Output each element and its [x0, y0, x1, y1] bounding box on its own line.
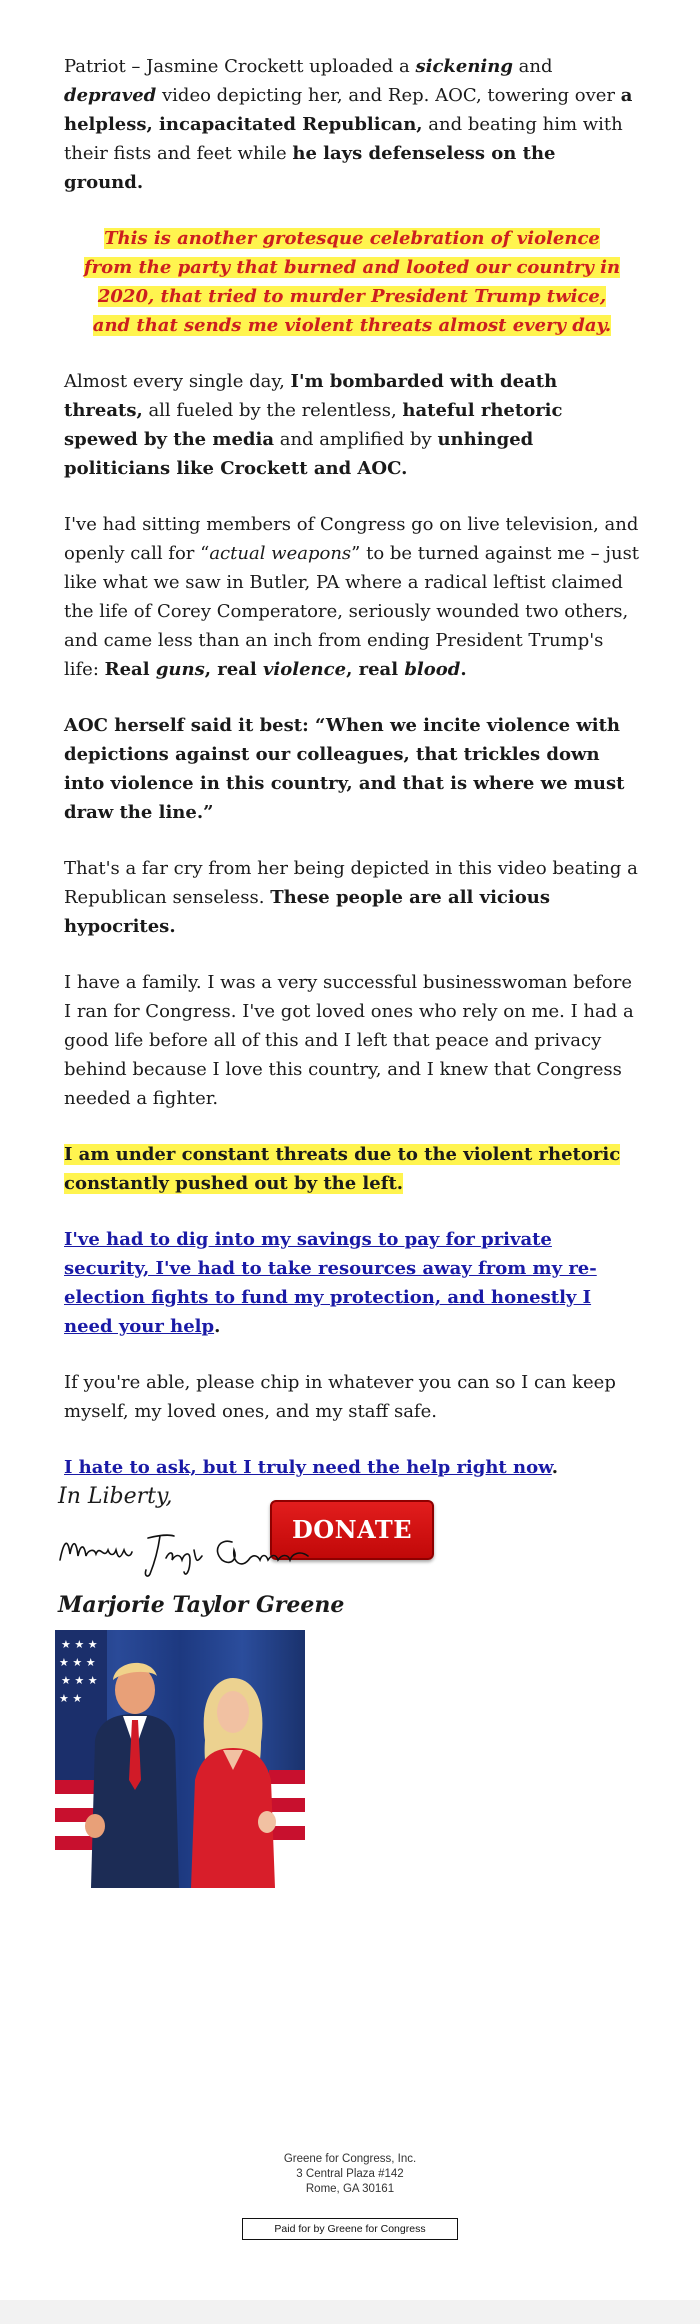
bold-text: , real	[346, 659, 405, 680]
emphasis-violence: violence	[262, 659, 347, 680]
text: and	[512, 56, 553, 77]
bold-text: a helpless, incapacitated Republican,	[64, 85, 633, 135]
svg-text:★ ★ ★: ★ ★ ★	[59, 1656, 96, 1669]
text: and amplified by	[274, 429, 438, 450]
callout-quote	[64, 224, 640, 340]
text: I've had sitting members of Congress go on live television, and openly call for “	[64, 514, 639, 564]
svg-text:★ ★: ★ ★	[59, 1692, 83, 1705]
photo-trump-and-greene	[55, 1630, 305, 1888]
callout-text: This is another grotesque celebration of violence from the party that burned and looted our country in 2020, that tried to murder President Trump twice, and that sends me violent threats almost every day.	[83, 228, 621, 336]
footer-city: Rome, GA 30161	[305, 2183, 395, 2195]
text: .	[551, 1457, 559, 1478]
svg-text:★ ★ ★: ★ ★ ★	[61, 1674, 98, 1687]
paid-for-disclaimer: Paid for by Greene for Congress	[242, 2218, 458, 2240]
paragraph-1	[64, 52, 640, 197]
footer-street: 3 Central Plaza #142	[296, 2168, 404, 2180]
paragraph-5	[64, 854, 640, 941]
footer-org: Greene for Congress, Inc.	[283, 2153, 417, 2165]
aoc-quote: AOC herself said it best: “When we incite violence with depictions against our colleagues, that trickles down into violence in this country, and that is where we must draw the line.”	[64, 715, 625, 823]
handwritten-signature	[56, 1520, 316, 1584]
text: That's a far cry from her being depicted in this video beating a Republican senseless.	[64, 858, 638, 908]
paragraph-6: I have a family. I was a very successful businesswoman before I ran for Congress. I've got loved ones who rely on me. I had a good life before all of this and I left that peace and privacy behind because I love this country, and I knew that Congress needed a fighter.	[64, 972, 634, 1109]
bottom-bar	[0, 2300, 700, 2324]
text: ” to be turned against me – just like what we saw in Butler, PA where a radical leftist claimed the life of Corey Comperatore, seriously wounded two others, and came less than an inch from ending President Trump's life:	[64, 543, 640, 680]
bold-text: I'm bombarded with death threats,	[64, 371, 558, 421]
text: Patriot – Jasmine Crockett uploaded a	[64, 56, 416, 77]
bold-text: Real	[104, 659, 156, 680]
highlighted-text: I am under constant threats due to the violent rhetoric constantly pushed out by the left.	[64, 1144, 621, 1194]
letter-body	[64, 52, 640, 1560]
emphasis-depraved: depraved	[64, 85, 157, 106]
bold-text: These people are all vicious hypocrites.	[64, 887, 550, 937]
paragraph-7	[64, 1140, 640, 1198]
text: .	[214, 1316, 221, 1337]
paragraph-3	[64, 510, 640, 684]
bold-text: .	[460, 659, 467, 680]
emphasis-guns: guns	[155, 659, 205, 680]
paragraph-8	[64, 1225, 640, 1341]
signer-name: Marjorie Taylor Greene	[58, 1592, 345, 1618]
text: and beating him with their fists and feet while	[64, 114, 623, 164]
sign-off: In Liberty,	[58, 1484, 173, 1509]
paragraph-2	[64, 367, 640, 483]
paragraph-4	[64, 711, 640, 827]
bold-text: , real	[204, 659, 263, 680]
donate-link-help[interactable]: I hate to ask, but I truly need the help right now	[64, 1457, 552, 1478]
text: all fueled by the relentless,	[142, 400, 403, 421]
paragraph-10	[64, 1453, 640, 1482]
donate-button[interactable]: DONATE	[270, 1500, 434, 1560]
text: Almost every single day,	[64, 371, 291, 392]
svg-text:★ ★ ★: ★ ★ ★	[61, 1638, 98, 1651]
italic-text: actual weapons	[209, 543, 352, 564]
paragraph-9: If you're able, please chip in whatever you can so I can keep myself, my loved ones, and my staff safe.	[64, 1372, 616, 1422]
footer-address	[0, 2152, 700, 2197]
donate-link-security[interactable]: I've had to dig into my savings to pay for private security, I've had to take resources away from my re-election fights to fund my protection, and honestly I need your help	[64, 1229, 597, 1337]
bold-text: he lays defenseless on the ground.	[64, 143, 556, 193]
emphasis-sickening: sickening	[415, 56, 513, 77]
emphasis-blood: blood	[404, 659, 461, 680]
bold-text: unhinged politicians like Crockett and AOC.	[64, 429, 534, 479]
text: video depicting her, and Rep. AOC, towering over	[156, 85, 621, 106]
bold-text: hateful rhetoric spewed by the media	[64, 400, 563, 450]
